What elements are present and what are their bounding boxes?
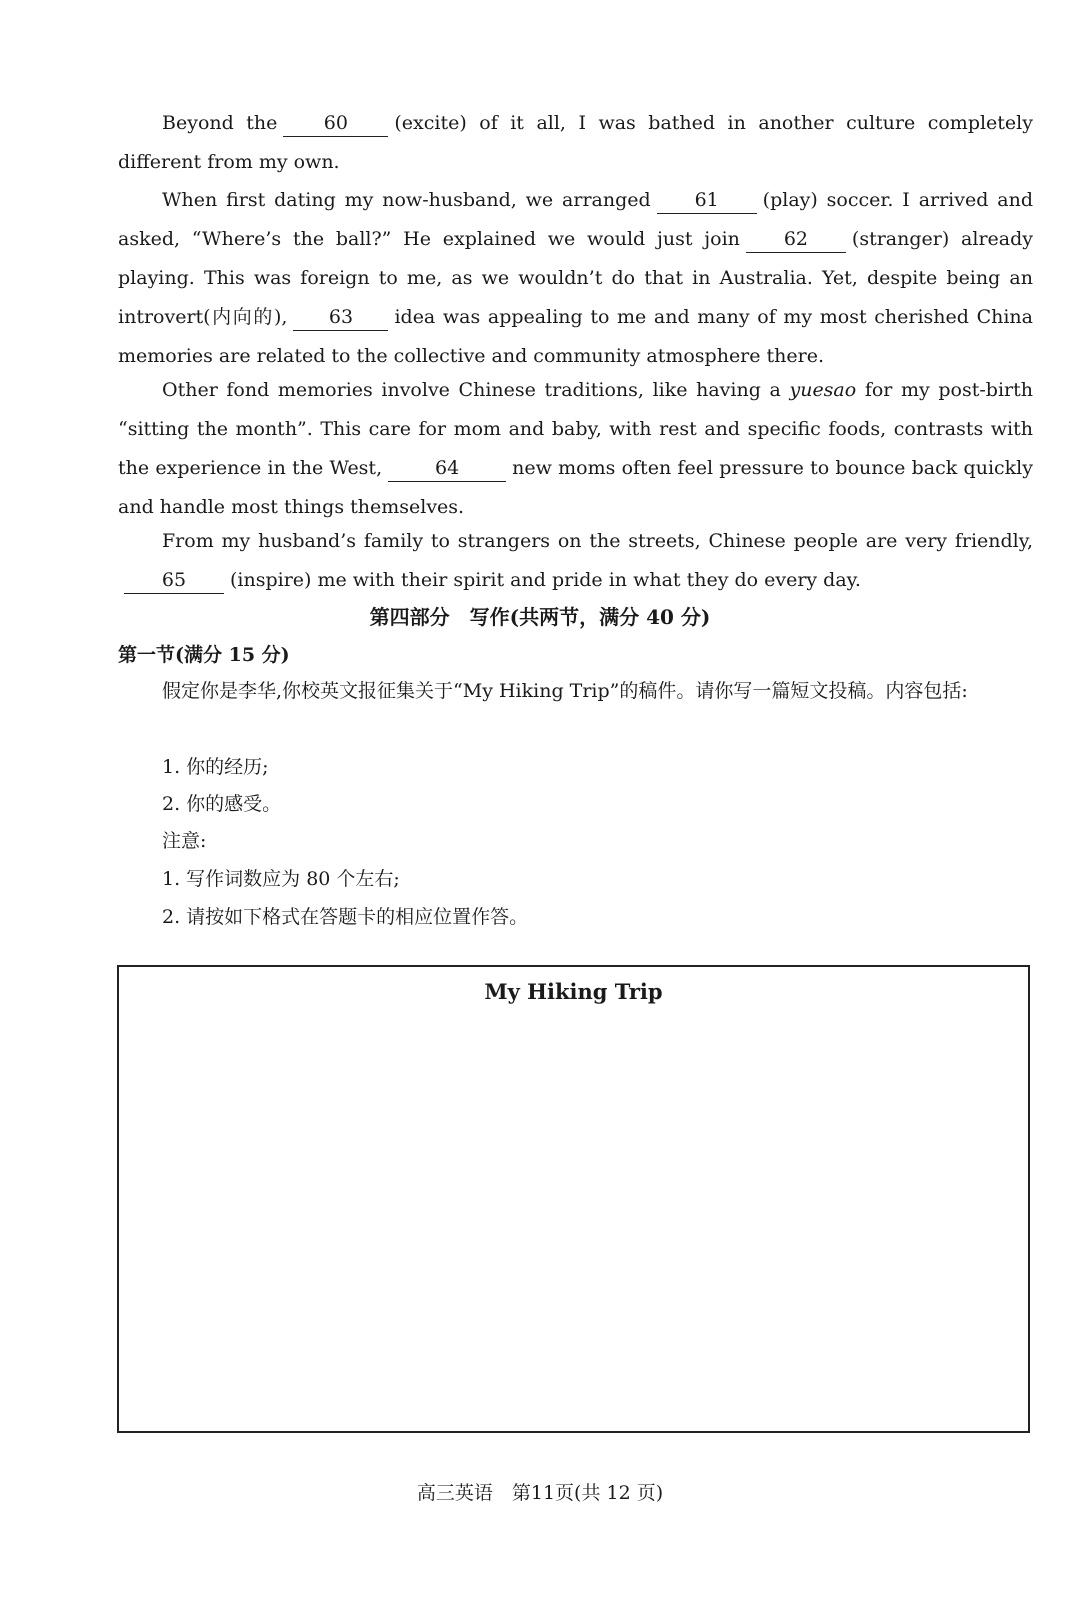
blank-63[interactable]: 63: [293, 304, 388, 331]
note-label: 注意:: [162, 830, 207, 852]
text-segment: (play) soccer. I arrived and asked, “Where’s the ball?” He explained we would just join: [118, 189, 1034, 250]
text-segment: (inspire) me with their spirit and pride in what they do every day.: [230, 569, 861, 591]
page-footer: 高三英语 第11页(共 12 页): [416, 1482, 664, 1504]
writing-prompt: 假定你是李华,你校英文报征集关于“My Hiking Trip”的稿件。请你写一篇短文投稿。内容包括:: [162, 680, 968, 702]
content-item-2: 2. 你的感受。: [162, 793, 282, 815]
note-item-1: 1. 写作词数应为 80 个左右;: [162, 868, 400, 890]
blank-62[interactable]: 62: [746, 226, 846, 253]
paragraph-65: [118, 522, 1033, 600]
text-segment: new moms often feel pressure to bounce back quickly and handle most things themselves.: [118, 457, 1033, 518]
part4-heading: 第四部分 写作(共两节，满分 40 分): [369, 605, 711, 629]
note-item-2: 2. 请按如下格式在答题卡的相应位置作答。: [162, 906, 529, 928]
text-segment: When first dating my now-husband, we arranged: [162, 189, 651, 211]
text-segment: Beyond the: [162, 112, 278, 134]
blank-61[interactable]: 61: [657, 187, 757, 214]
paragraph-61-63: [118, 181, 1033, 376]
content-item-1: 1. 你的经历;: [162, 756, 269, 778]
text-segment: for my post-birth “sitting the month”. This care for mom and baby, with rest and specific foods, contrasts with the experience in the West,: [118, 379, 1033, 479]
answer-box[interactable]: [117, 965, 1030, 1433]
blank-64[interactable]: 64: [388, 455, 506, 482]
italic-term: yuesao: [789, 379, 857, 401]
text-segment: idea was appealing to me and many of my most cherished China memories are related to the collective and community atmosphere there.: [118, 306, 1033, 367]
text-segment: (stranger) already playing. This was foreign to me, as we wouldn’t do that in Australia. Yet, despite being an introvert(内向的),: [118, 228, 1033, 328]
text-segment: Other fond memories involve Chinese traditions, like having a: [162, 379, 781, 401]
paragraph-64: [118, 371, 1033, 527]
text-segment: (excite) of it all, I was bathed in another culture completely different from my own.: [118, 112, 1033, 173]
blank-65[interactable]: 65: [124, 567, 224, 594]
answer-box-title: My Hiking Trip: [484, 979, 663, 1004]
paragraph-60: [118, 104, 1033, 182]
section1-title: 第一节(满分 15 分): [118, 644, 290, 666]
blank-60[interactable]: 60: [283, 110, 388, 137]
text-segment: From my husband’s family to strangers on the streets, Chinese people are very friendly,: [162, 530, 1033, 552]
